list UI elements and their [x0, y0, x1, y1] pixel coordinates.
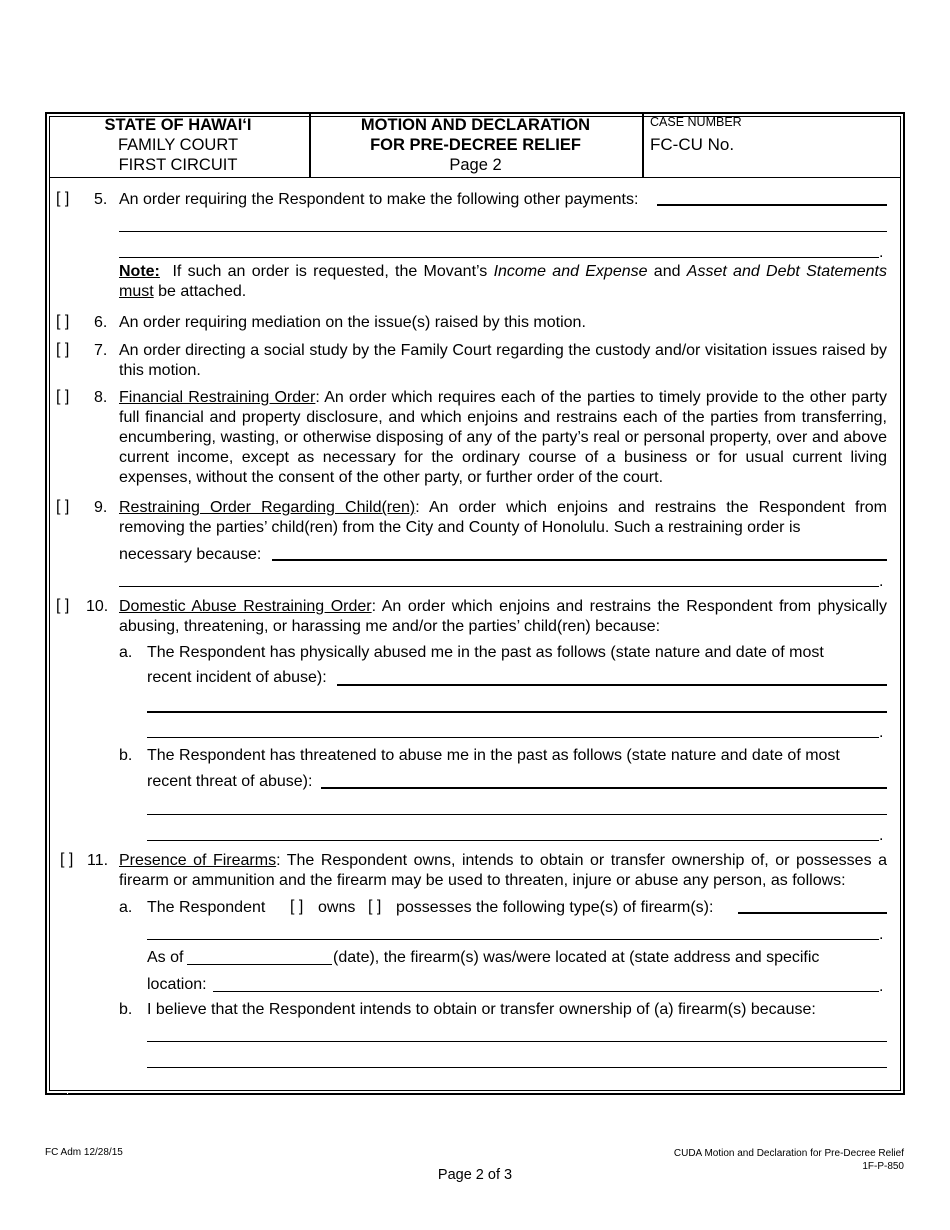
- item-11a-as-of: As of: [147, 949, 184, 966]
- period: .: [879, 724, 884, 741]
- item-10b-letter: b.: [119, 747, 133, 764]
- item-5-note: [119, 262, 887, 302]
- footer-form-title: CUDA Motion and Declaration for Pre-Decree Relief: [673, 1148, 904, 1159]
- period: .: [879, 926, 884, 943]
- item-11-text: : The Respondent owns, intends to obtain or transfer ownership of, or possesses a firearm or ammunition and the firearm may be used to threaten, injure or abuse any person, as follows:: [119, 852, 887, 889]
- location-blank[interactable]: [213, 991, 879, 992]
- checkbox-item-10[interactable]: [ ]: [56, 597, 70, 614]
- court-circuit: FIRST CIRCUIT: [118, 156, 238, 174]
- item-11a-blank-1[interactable]: [738, 912, 887, 914]
- item-10-title: Domestic Abuse Restraining Order: [119, 598, 372, 615]
- checkbox-item-8[interactable]: [ ]: [56, 388, 70, 405]
- period: .: [879, 978, 884, 995]
- case-number-prefix: FC-CU No.: [650, 135, 735, 154]
- item-11a-possesses: possesses the following type(s) of firearm(s):: [396, 899, 714, 916]
- item-10a-blank-3[interactable]: [147, 737, 879, 738]
- checkbox-item-5[interactable]: [ ]: [56, 190, 70, 207]
- court-header: [47, 115, 309, 175]
- item-5-text: An order requiring the Respondent to make the following other payments:: [119, 191, 639, 208]
- item-11a-owns: owns: [318, 899, 356, 916]
- item-11b-blank-2[interactable]: [147, 1067, 887, 1068]
- item-10-paragraph: [119, 597, 887, 637]
- item-9-title: Restraining Order Regarding Child(ren): [119, 499, 416, 516]
- item-10a-blank-2[interactable]: [147, 711, 887, 713]
- item-10a-letter: a.: [119, 644, 133, 661]
- item-11b-blank-1[interactable]: [147, 1041, 887, 1042]
- checkbox-item-6[interactable]: [ ]: [56, 313, 70, 330]
- checkbox-item-9[interactable]: [ ]: [56, 498, 70, 515]
- item-10-number: 10.: [86, 598, 109, 615]
- court-state: STATE OF HAWAI‘I: [104, 116, 252, 134]
- note-text: If such an order is requested, the Movant’s: [172, 263, 494, 280]
- period: .: [879, 827, 884, 844]
- court-name: FAMILY COURT: [117, 136, 239, 154]
- item-7-text: An order directing a social study by the Family Court regarding the custody and/or visitation issues raised by this motion.: [119, 342, 887, 379]
- note-label: Note:: [119, 263, 160, 280]
- item-10b-text-2: recent threat of abuse):: [147, 773, 313, 790]
- item-5-number: 5.: [94, 191, 108, 208]
- item-11a-blank-2[interactable]: [147, 939, 879, 940]
- header-col-divider-2: [642, 114, 644, 177]
- doc-title-2: FOR PRE-DECREE RELIEF: [370, 136, 581, 154]
- item-8-paragraph: [119, 388, 887, 488]
- item-10b-blank-1[interactable]: [321, 787, 887, 789]
- note-end: be attached.: [153, 283, 247, 300]
- case-number-label: CASE NUMBER: [650, 115, 742, 129]
- item-11b-text: I believe that the Respondent intends to obtain or transfer ownership of (a) firearm(s) because:: [147, 1001, 816, 1018]
- document-title-block: [309, 115, 642, 175]
- doc-title-1: MOTION AND DECLARATION: [360, 116, 591, 134]
- item-5-blank-2[interactable]: [119, 231, 887, 232]
- item-10b-blank-3[interactable]: [147, 840, 879, 841]
- item-11-paragraph: [119, 851, 887, 891]
- item-7-number: 7.: [94, 342, 108, 359]
- item-9-blank-1[interactable]: [272, 559, 887, 561]
- item-11b-letter: b.: [119, 1001, 133, 1018]
- item-5-blank-1[interactable]: [657, 204, 887, 206]
- item-5-blank-3[interactable]: [119, 257, 879, 258]
- footer-form-date: FC Adm 12/28/15: [45, 1147, 123, 1158]
- item-9-blank-2[interactable]: [119, 586, 879, 587]
- item-8-number: 8.: [94, 389, 108, 406]
- item-9-text: : An order which enjoins and restrains the Respondent from removing the parties’ child(ren) from the City and County of Honolulu. Such a restraining order is: [119, 499, 888, 536]
- period: .: [879, 573, 884, 590]
- item-9-number: 9.: [94, 499, 108, 516]
- header-divider: [50, 177, 900, 178]
- checkbox-item-7[interactable]: [ ]: [56, 341, 70, 358]
- checkbox-possesses[interactable]: [ ]: [368, 898, 382, 915]
- item-11a-date-text: (date), the firearm(s) was/were located at (state address and specific: [333, 949, 820, 966]
- page-label: Page 2: [449, 156, 502, 174]
- note-income: Income and Expense: [493, 263, 648, 280]
- period: .: [879, 244, 884, 261]
- item-11a-location: location:: [147, 976, 207, 993]
- item-10b-text: The Respondent has threatened to abuse me in the past as follows (state nature and date of most: [147, 747, 840, 764]
- note-must: must: [119, 283, 154, 300]
- checkbox-owns[interactable]: [ ]: [290, 898, 304, 915]
- footer-form-number: 1F-P-850: [862, 1161, 904, 1172]
- item-10a-text: The Respondent has physically abused me in the past as follows (state nature and date of most: [147, 644, 824, 661]
- item-10b-blank-2[interactable]: [147, 814, 887, 815]
- note-asset: Asset and Debt Statements: [686, 263, 888, 280]
- item-9-because: necessary because:: [119, 546, 262, 563]
- checkbox-item-11[interactable]: [ ]: [60, 851, 74, 868]
- item-6-number: 6.: [94, 314, 108, 331]
- item-8-title: Financial Restraining Order: [119, 389, 316, 406]
- item-6-text: An order requiring mediation on the issue(s) raised by this motion.: [119, 314, 586, 331]
- item-11-title: Presence of Firearms: [119, 852, 277, 869]
- date-blank[interactable]: [187, 964, 332, 965]
- item-10a-blank-1[interactable]: [337, 684, 887, 686]
- item-10-text: : An order which enjoins and restrains the Respondent from physically abusing, threatening, or harassing me and/or the parties’ child(ren) because:: [119, 598, 888, 635]
- note-and: and: [647, 263, 687, 280]
- item-11a-respondent: The Respondent: [147, 899, 266, 916]
- item-9-paragraph: [119, 498, 887, 538]
- item-10a-text-2: recent incident of abuse):: [147, 669, 327, 686]
- page-number: Page 2 of 3: [437, 1167, 513, 1183]
- item-11-number: 11.: [87, 852, 109, 869]
- item-11a-letter: a.: [119, 899, 133, 916]
- item-8-text: : An order which requires each of the parties to timely provide to the other party full financial and property disclosure, and which enjoins and restrains each of the parties from transferring, encumbering, wasting, or otherwise disposing of any of the party’s real or personal property, over and above current income, except as necessary for the ordinary course of a business or for usual current living expenses, without the consent of the other party, or further order of the court.: [119, 389, 888, 486]
